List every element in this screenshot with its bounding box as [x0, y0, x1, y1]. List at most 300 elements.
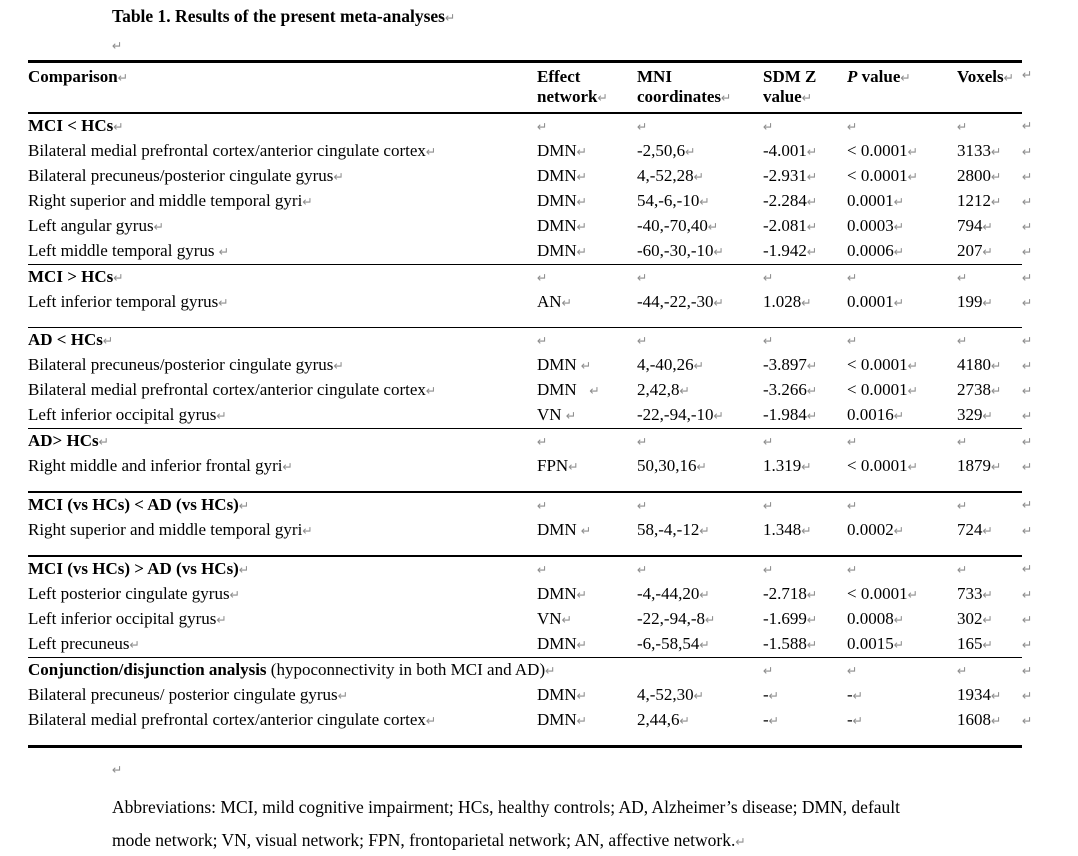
pilcrow-mark: ↵ — [806, 169, 818, 184]
row-end-mark-cell — [1022, 403, 1078, 429]
column-header-2: MNI coordinates↵ — [637, 62, 763, 114]
cell-col5: 724↵ — [957, 520, 993, 539]
cell-col4: 0.0002↵ — [847, 520, 905, 539]
pilcrow-mark: ↵ — [561, 612, 573, 627]
cell-col2: -60,-30,-10↵ — [637, 241, 724, 260]
cell-col1: DMN ↵ — [537, 355, 592, 374]
empty-cell — [637, 265, 763, 291]
cell-col2: -2,50,6↵ — [637, 141, 696, 160]
table-row — [28, 403, 1078, 429]
pilcrow-mark: ↵ — [806, 408, 818, 423]
pilcrow-mark: ↵ — [957, 663, 968, 678]
pilcrow-mark: ↵ — [847, 270, 858, 285]
pilcrow-mark: ↵ — [991, 459, 1002, 474]
pilcrow-mark: ↵ — [893, 244, 905, 259]
pilcrow-mark: ↵ — [991, 194, 1002, 209]
cell-col2: -22,-94,-10↵ — [637, 405, 724, 424]
pilcrow-mark: ↵ — [763, 562, 774, 577]
cell-col3: -2.081↵ — [763, 216, 818, 235]
pilcrow-mark: ↵ — [98, 434, 110, 449]
pilcrow-mark: ↵ — [693, 169, 705, 184]
row-end-mark-cell — [1022, 353, 1078, 378]
pilcrow-mark: ↵ — [693, 688, 705, 703]
empty-cell — [763, 658, 847, 684]
cell-col1: DMN↵ — [537, 141, 588, 160]
pilcrow-mark: ↵ — [847, 333, 858, 348]
pilcrow-mark: ↵ — [1022, 523, 1033, 538]
pilcrow-mark: ↵ — [637, 270, 648, 285]
pilcrow-mark: ↵ — [117, 70, 129, 85]
row-end-mark-cell — [1022, 214, 1078, 239]
pilcrow-mark: ↵ — [537, 434, 548, 449]
pilcrow-mark: ↵ — [218, 295, 229, 310]
pilcrow-mark: ↵ — [333, 169, 344, 184]
pilcrow-mark: ↵ — [806, 358, 818, 373]
header-row — [28, 62, 1078, 114]
empty-cell — [763, 265, 847, 291]
empty-cell — [637, 429, 763, 455]
cell-col3: 1.319↵ — [763, 456, 812, 475]
pilcrow-mark: ↵ — [113, 119, 124, 134]
section-header-cell — [28, 556, 537, 582]
pilcrow-mark: ↵ — [1022, 169, 1033, 184]
abbreviations-note — [112, 791, 922, 856]
pilcrow-mark: ↵ — [713, 295, 724, 310]
cell-col1: VN ↵ — [537, 405, 577, 424]
table-row — [28, 378, 1078, 403]
cell-col4: -↵ — [847, 708, 957, 747]
cell-col3: -1.588↵ — [763, 634, 818, 653]
empty-paragraph — [112, 756, 1078, 783]
pilcrow-mark: ↵ — [679, 383, 690, 398]
pilcrow-mark: ↵ — [893, 219, 905, 234]
row-end-mark-cell — [1022, 164, 1078, 189]
pilcrow-mark: ↵ — [982, 219, 993, 234]
cell-col4: < 0.0001↵ — [847, 355, 919, 374]
pilcrow-mark: ↵ — [801, 523, 812, 538]
pilcrow-mark: ↵ — [991, 169, 1002, 184]
section-header-row — [28, 328, 1078, 354]
cell-col2: -6,-58,54↵ — [637, 634, 710, 653]
pilcrow-mark: ↵ — [893, 295, 905, 310]
pilcrow-mark: ↵ — [576, 637, 588, 652]
pilcrow-mark: ↵ — [238, 562, 250, 577]
pilcrow-mark: ↵ — [1022, 662, 1033, 678]
row-end-mark-cell — [1022, 683, 1078, 708]
table-title-paragraph — [112, 3, 1078, 31]
pilcrow-mark: ↵ — [637, 119, 648, 134]
pilcrow-mark: ↵ — [806, 637, 818, 652]
pilcrow-mark: ↵ — [425, 144, 437, 159]
pilcrow-mark: ↵ — [982, 244, 993, 259]
pilcrow-mark: ↵ — [1022, 219, 1033, 234]
cell-col4: 0.0001↵ — [847, 292, 905, 311]
pilcrow-mark: ↵ — [444, 10, 456, 25]
pilcrow-mark: ↵ — [1022, 144, 1033, 159]
cell-col0: Bilateral medial prefrontal cortex/anterior cingulate cortex↵ — [28, 380, 437, 399]
cell-col3: 1.348↵ — [763, 520, 812, 539]
section-header-cell — [28, 113, 537, 139]
pilcrow-mark: ↵ — [763, 119, 774, 134]
cell-col1: DMN↵ — [537, 216, 588, 235]
row-end-mark-cell — [1022, 62, 1078, 114]
row-end-mark-cell — [1022, 582, 1078, 607]
table-row — [28, 139, 1078, 164]
empty-cell — [763, 328, 847, 354]
cell-col3: -2.718↵ — [763, 584, 818, 603]
cell-col2: 2,44,6↵ — [637, 708, 763, 747]
pilcrow-mark: ↵ — [699, 194, 710, 209]
column-header-0: Comparison↵ — [28, 62, 537, 114]
cell-col4: 0.0008↵ — [847, 609, 905, 628]
cell-col4: < 0.0001↵ — [847, 141, 919, 160]
cell-col0: Left precuneus↵ — [28, 634, 140, 653]
pilcrow-mark: ↵ — [763, 498, 774, 513]
pilcrow-mark: ↵ — [637, 562, 648, 577]
cell-col2: -40,-70,40↵ — [637, 216, 719, 235]
empty-cell — [763, 113, 847, 139]
pilcrow-mark: ↵ — [333, 358, 344, 373]
column-header-4: P value↵ — [847, 62, 957, 114]
cell-col2: 58,-4,-12↵ — [637, 520, 710, 539]
empty-cell — [957, 265, 1022, 291]
pilcrow-mark: ↵ — [957, 434, 968, 449]
pilcrow-mark: ↵ — [597, 90, 608, 105]
pilcrow-mark: ↵ — [982, 295, 993, 310]
pilcrow-mark: ↵ — [907, 169, 919, 184]
cell-col4: 0.0006↵ — [847, 241, 905, 260]
pilcrow-mark: ↵ — [982, 637, 993, 652]
cell-col3: -3.897↵ — [763, 355, 818, 374]
pilcrow-mark: ↵ — [637, 498, 648, 513]
pilcrow-mark: ↵ — [537, 333, 548, 348]
italic-p: P — [847, 67, 858, 86]
table-row — [28, 214, 1078, 239]
empty-cell — [957, 429, 1022, 455]
row-end-mark-cell — [1022, 658, 1078, 684]
pilcrow-mark: ↵ — [1022, 637, 1033, 652]
table-row — [28, 189, 1078, 214]
pilcrow-mark: ↵ — [568, 459, 579, 474]
pilcrow-mark: ↵ — [699, 523, 710, 538]
cell-col5: 4180↵ — [957, 355, 1002, 374]
cell-col4: 0.0003↵ — [847, 216, 905, 235]
empty-cell — [957, 113, 1022, 139]
pilcrow-mark: ↵ — [1022, 295, 1033, 310]
pilcrow-mark: ↵ — [907, 144, 919, 159]
empty-cell — [847, 328, 957, 354]
pilcrow-mark: ↵ — [337, 688, 349, 703]
pilcrow-mark: ↵ — [907, 459, 919, 474]
section-header-row — [28, 429, 1078, 455]
row-end-mark-cell — [1022, 607, 1078, 632]
pilcrow-mark: ↵ — [1022, 713, 1033, 728]
cell-col0: Bilateral precuneus/posterior cingulate gyrus↵ — [28, 355, 344, 374]
pilcrow-mark: ↵ — [806, 219, 818, 234]
pilcrow-mark: ↵ — [589, 383, 600, 398]
cell-col1: DMN↵ — [537, 685, 588, 704]
cell-col3: -3.266↵ — [763, 380, 818, 399]
pilcrow-mark: ↵ — [699, 637, 710, 652]
cell-col3: 1.028↵ — [763, 292, 812, 311]
row-end-mark-cell — [1022, 492, 1078, 518]
cell-col5: 329↵ — [957, 405, 993, 424]
cell-col1: DMN↵ — [537, 241, 588, 260]
pilcrow-mark: ↵ — [1022, 408, 1033, 423]
section-title: MCI (vs HCs) > AD (vs HCs) — [28, 559, 239, 578]
pilcrow-mark: ↵ — [637, 333, 648, 348]
pilcrow-mark: ↵ — [893, 637, 905, 652]
pilcrow-mark: ↵ — [763, 333, 774, 348]
pilcrow-mark: ↵ — [763, 434, 774, 449]
section-header-row — [28, 113, 1078, 139]
row-end-mark-cell — [1022, 429, 1078, 455]
pilcrow-mark: ↵ — [982, 587, 993, 602]
cell-col2: 50,30,16↵ — [637, 456, 707, 475]
pilcrow-mark: ↵ — [957, 270, 968, 285]
cell-col1: DMN ↵ — [537, 520, 592, 539]
pilcrow-mark: ↵ — [699, 587, 710, 602]
cell-col2: -22,-94,-8↵ — [637, 609, 716, 628]
empty-cell — [763, 556, 847, 582]
empty-cell — [537, 429, 637, 455]
cell-col2: 4,-40,26↵ — [637, 355, 705, 374]
cell-col0: Left middle temporal gyrus ↵ — [28, 241, 230, 260]
table-row — [28, 708, 1078, 747]
empty-cell — [537, 113, 637, 139]
pilcrow-mark: ↵ — [576, 244, 588, 259]
pilcrow-mark: ↵ — [576, 194, 588, 209]
pilcrow-mark: ↵ — [679, 713, 690, 728]
pilcrow-mark: ↵ — [735, 833, 746, 849]
section-header-row — [28, 556, 1078, 582]
column-header-1: Effect network↵ — [537, 62, 637, 114]
pilcrow-mark: ↵ — [1022, 561, 1033, 576]
pilcrow-mark: ↵ — [806, 612, 818, 627]
pilcrow-mark: ↵ — [1022, 587, 1033, 602]
empty-cell — [957, 658, 1022, 684]
pilcrow-mark: ↵ — [685, 144, 696, 159]
cell-col2: 2,42,8↵ — [637, 380, 690, 399]
empty-cell — [637, 556, 763, 582]
pilcrow-mark: ↵ — [302, 523, 313, 538]
cell-col5: 1879↵ — [957, 456, 1002, 475]
pilcrow-mark: ↵ — [1022, 194, 1033, 209]
empty-cell — [537, 265, 637, 291]
cell-col0: Bilateral medial prefrontal cortex/anterior cingulate cortex↵ — [28, 141, 437, 160]
pilcrow-mark: ↵ — [1022, 332, 1033, 348]
pilcrow-mark: ↵ — [112, 762, 123, 777]
section-title: AD < HCs — [28, 330, 103, 349]
pilcrow-mark: ↵ — [991, 688, 1002, 703]
row-end-mark-cell — [1022, 265, 1078, 291]
results-table — [28, 60, 1078, 748]
table-row — [28, 607, 1078, 632]
pilcrow-mark: ↵ — [907, 587, 919, 602]
pilcrow-mark: ↵ — [1022, 118, 1033, 133]
row-end-mark-cell — [1022, 239, 1078, 265]
table-row — [28, 164, 1078, 189]
cell-col3: -1.942↵ — [763, 241, 818, 260]
cell-col0: Left angular gyrus↵ — [28, 216, 165, 235]
section-header-cell — [28, 265, 537, 291]
pilcrow-mark: ↵ — [806, 144, 818, 159]
section-title: Conjunction/disjunction analysis — [28, 660, 267, 679]
pilcrow-mark: ↵ — [907, 358, 919, 373]
cell-col5: 165↵ — [957, 634, 993, 653]
pilcrow-mark: ↵ — [113, 270, 124, 285]
cell-col5: 2738↵ — [957, 380, 1002, 399]
pilcrow-mark: ↵ — [576, 144, 588, 159]
cell-col3: -↵ — [763, 685, 780, 704]
pilcrow-mark: ↵ — [847, 498, 858, 513]
row-end-mark-cell — [1022, 518, 1078, 556]
table-row — [28, 518, 1078, 556]
pilcrow-mark: ↵ — [982, 523, 993, 538]
cell-col2: -44,-22,-30↵ — [637, 292, 724, 311]
row-end-mark-cell — [1022, 189, 1078, 214]
row-end-mark-cell — [1022, 378, 1078, 403]
table-row — [28, 582, 1078, 607]
pilcrow-mark: ↵ — [1022, 383, 1033, 398]
empty-cell — [847, 556, 957, 582]
cell-col0: Left inferior temporal gyrus↵ — [28, 292, 229, 311]
pilcrow-mark: ↵ — [982, 612, 993, 627]
row-end-mark-cell — [1022, 139, 1078, 164]
row-end-mark-cell — [1022, 556, 1078, 582]
empty-cell — [637, 328, 763, 354]
pilcrow-mark: ↵ — [216, 612, 227, 627]
cell-col0: Right middle and inferior frontal gyri↵ — [28, 456, 293, 475]
table-row — [28, 683, 1078, 708]
pilcrow-mark: ↵ — [991, 144, 1002, 159]
cell-col5: 207↵ — [957, 241, 993, 260]
pilcrow-mark: ↵ — [1022, 358, 1033, 373]
cell-col0: Left inferior occipital gyrus↵ — [28, 609, 227, 628]
cell-col5: 794↵ — [957, 216, 993, 235]
pilcrow-mark: ↵ — [806, 194, 818, 209]
cell-col0: Bilateral medial prefrontal cortex/anterior cingulate cortex↵ — [28, 708, 537, 747]
row-end-mark-cell — [1022, 708, 1078, 747]
pilcrow-mark: ↵ — [721, 90, 732, 105]
pilcrow-mark: ↵ — [957, 498, 968, 513]
cell-col5: 199↵ — [957, 292, 993, 311]
pilcrow-mark: ↵ — [425, 383, 437, 398]
cell-col4: 0.0016↵ — [847, 405, 905, 424]
pilcrow-mark: ↵ — [852, 713, 864, 728]
section-header-row — [28, 658, 1078, 684]
cell-col1: DMN ↵ — [537, 380, 600, 399]
pilcrow-mark: ↵ — [565, 408, 577, 423]
empty-cell — [847, 265, 957, 291]
row-end-mark-cell — [1022, 454, 1078, 492]
cell-col5: 2800↵ — [957, 166, 1002, 185]
section-title: MCI < HCs — [28, 116, 114, 135]
cell-col4: < 0.0001↵ — [847, 166, 919, 185]
cell-col1: DMN↵ — [537, 584, 588, 603]
pilcrow-mark: ↵ — [768, 688, 780, 703]
pilcrow-mark: ↵ — [537, 119, 548, 134]
empty-cell — [537, 492, 637, 518]
pilcrow-mark: ↵ — [1022, 244, 1033, 259]
cell-col1: DMN↵ — [537, 634, 588, 653]
pilcrow-mark: ↵ — [893, 523, 905, 538]
pilcrow-mark: ↵ — [957, 119, 968, 134]
pilcrow-mark: ↵ — [580, 358, 592, 373]
cell-col0: Left inferior occipital gyrus↵ — [28, 405, 227, 424]
pilcrow-mark: ↵ — [425, 713, 437, 728]
cell-col1: VN↵ — [537, 609, 573, 628]
cell-col3: -↵ — [763, 708, 847, 747]
cell-col5: 1934↵ — [957, 685, 1002, 704]
pilcrow-mark: ↵ — [218, 244, 230, 259]
column-header-3: SDM Z value↵ — [763, 62, 847, 114]
section-header-cell — [28, 328, 537, 354]
pilcrow-mark: ↵ — [847, 434, 858, 449]
pilcrow-mark: ↵ — [982, 408, 993, 423]
cell-col3: -4.001↵ — [763, 141, 818, 160]
cell-col4: < 0.0001↵ — [847, 584, 919, 603]
pilcrow-mark: ↵ — [282, 459, 293, 474]
pilcrow-mark: ↵ — [537, 562, 548, 577]
section-title: AD> HCs — [28, 431, 99, 450]
pilcrow-mark: ↵ — [545, 663, 556, 678]
pilcrow-mark: ↵ — [576, 587, 588, 602]
pilcrow-mark: ↵ — [1003, 70, 1015, 85]
pilcrow-mark: ↵ — [229, 587, 241, 602]
pilcrow-mark: ↵ — [893, 194, 905, 209]
pilcrow-mark: ↵ — [806, 244, 818, 259]
pilcrow-mark: ↵ — [1022, 459, 1033, 474]
pilcrow-mark: ↵ — [693, 358, 705, 373]
pilcrow-mark: ↵ — [102, 333, 114, 348]
pilcrow-mark: ↵ — [847, 663, 858, 678]
cell-col3: -2.931↵ — [763, 166, 818, 185]
abbreviations-text: Abbreviations: MCI, mild cognitive impairment; HCs, healthy controls; AD, Alzheimer’s disease; DMN, default mode network; VN, visual network; FPN, frontoparietal network; AN, affective network. — [112, 797, 901, 850]
cell-col1: DMN↵ — [537, 708, 637, 747]
table-row — [28, 454, 1078, 492]
pilcrow-mark: ↵ — [806, 587, 818, 602]
cell-col2: 4,-52,30↵ — [637, 685, 705, 704]
pilcrow-mark: ↵ — [129, 637, 140, 652]
pilcrow-mark: ↵ — [561, 295, 573, 310]
cell-col3: -2.284↵ — [763, 191, 818, 210]
pilcrow-mark: ↵ — [1022, 433, 1033, 449]
section-header-row — [28, 265, 1078, 291]
empty-cell — [637, 492, 763, 518]
section-title: MCI (vs HCs) < AD (vs HCs) — [28, 495, 239, 514]
cell-col2: 4,-52,28↵ — [637, 166, 705, 185]
cell-col0: Bilateral precuneus/ posterior cingulate gyrus↵ — [28, 685, 349, 704]
cell-col3: -1.699↵ — [763, 609, 818, 628]
table-row — [28, 290, 1078, 328]
section-title: MCI > HCs — [28, 267, 114, 286]
pilcrow-mark: ↵ — [576, 688, 588, 703]
empty-cell — [847, 658, 957, 684]
pilcrow-mark: ↵ — [900, 70, 911, 85]
cell-col0: Right superior and middle temporal gyri↵ — [28, 191, 313, 210]
cell-col1: DMN↵ — [537, 166, 588, 185]
pilcrow-mark: ↵ — [991, 383, 1002, 398]
empty-cell — [847, 113, 957, 139]
pilcrow-mark: ↵ — [576, 713, 588, 728]
pilcrow-mark: ↵ — [893, 612, 905, 627]
table-row — [28, 239, 1078, 265]
pilcrow-mark: ↵ — [847, 562, 858, 577]
empty-cell — [957, 492, 1022, 518]
pilcrow-mark: ↵ — [763, 270, 774, 285]
pilcrow-mark: ↵ — [991, 713, 1002, 728]
